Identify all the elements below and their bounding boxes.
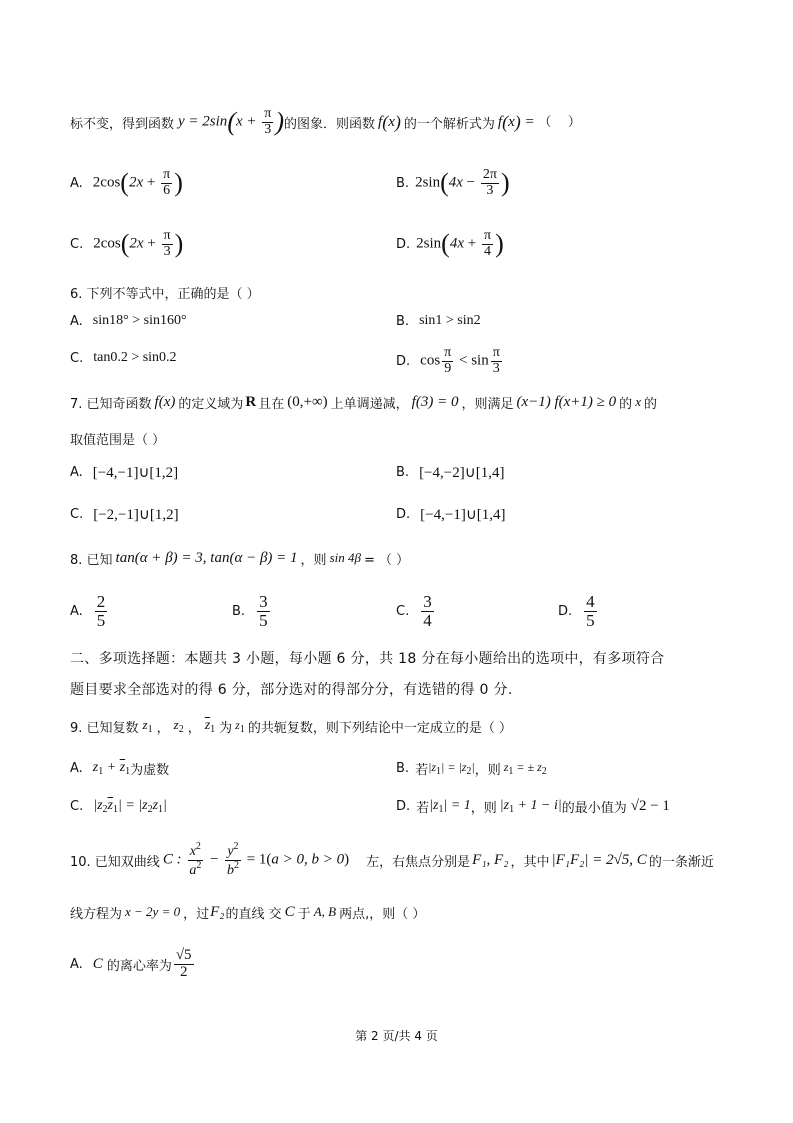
q9-option-b-cond: $|z_1| = |z_2|$ xyxy=(428,759,475,777)
q7-fx: f(x) xyxy=(154,393,176,410)
q10-c-ref: C xyxy=(284,903,295,920)
q9-option-d-cond: $|z_1| = 1$ xyxy=(429,797,471,815)
q7-real-set: R xyxy=(245,393,257,410)
q7-ineq: (x−1) f(x+1) ≥ 0 xyxy=(516,393,617,410)
q7-option-a-label: A. xyxy=(70,465,83,480)
q10-option-a-text: 的离心率为 xyxy=(106,958,172,974)
q8-option-c-label: C. xyxy=(396,603,410,619)
q5-option-a: 2cos(2x + $\frac{\pi}{6}$ ) xyxy=(92,166,183,198)
q7-stem-b: 的定义域为 xyxy=(178,396,244,412)
q8-stem-c: = （ ） xyxy=(363,552,410,568)
q7-option-c-label: C. xyxy=(70,507,84,522)
q5-option-d: 2sin(4x + $\frac{\pi}{4}$ ) xyxy=(416,227,504,259)
q6-stem: 6. 下列不等式中，正确的是（ ） xyxy=(70,287,260,302)
q6-option-c-label: C. xyxy=(70,350,84,366)
q5-text-b: 的图象．则函数 xyxy=(284,116,376,132)
q10-ab: A, B xyxy=(313,904,337,919)
q5-option-d-label: D. xyxy=(396,236,411,252)
q8-option-d: $\frac{4}{5}$ xyxy=(586,591,595,630)
q7-line2: 取值范围是（ ） xyxy=(70,433,166,448)
q9-option-d-tail: 的最小值为 xyxy=(561,800,627,816)
q9-option-c-label: C. xyxy=(70,798,84,814)
q8-expr: tan(α + β) = 3, tan(α − β) = 1 xyxy=(115,549,298,566)
q10-option-a-label: A. xyxy=(70,956,83,972)
q10-line2-a: 线方程为 xyxy=(70,906,123,922)
q9-stem-b: 为 xyxy=(219,720,233,736)
q9-stem-c: 的共轭复数，则下列结论中一定成立的是（ ） xyxy=(247,720,512,736)
section2-line1: 二、多项选择题：本题共 3 小题，每小题 6 分，共 18 分在每小题给出的选项中，有多项符合 xyxy=(70,651,665,667)
q6-option-c: tan0.2 > sin0.2 xyxy=(93,350,177,365)
q7-option-b-label: B. xyxy=(396,465,410,480)
q10-line2-b: ，过 xyxy=(183,906,210,922)
q10-option-a-value: $\frac{√5}{2}$ xyxy=(175,946,192,980)
q10-stem-d: 的一条渐近 xyxy=(648,854,714,870)
q10-line2-c: 的直线 交 xyxy=(225,906,282,922)
q9-option-d-value: √2 − 1 xyxy=(630,797,670,814)
q7-stem-d: 上单调递减， xyxy=(330,396,409,412)
q9-option-d-expr: $|z_1 + 1 - i|$ xyxy=(499,797,562,815)
q9-z1: $z_1$ xyxy=(142,717,153,735)
q10-line2-d: 于 xyxy=(297,906,311,922)
q10-focal-distance: |F₁F₂| = 2√5, C xyxy=(551,851,647,868)
q9-option-b-label: B. xyxy=(396,760,410,776)
q5-expr: y = 2sin(x + $\frac{\pi}{3}$ ) xyxy=(178,105,285,137)
q10-stem-b: 左，右焦点分别是 xyxy=(366,854,471,870)
q10-f2: F₂ xyxy=(210,903,225,920)
q10-asymptote: x − 2y = 0 xyxy=(125,904,181,919)
q8-option-b-label: B. xyxy=(232,603,246,619)
q8-option-a-label: A. xyxy=(70,603,83,619)
q5-text-a: 标不变，得到函数 xyxy=(70,116,175,132)
q5-text-c: 的一个解析式为 xyxy=(403,116,495,132)
q8-option-a: $\frac{2}{5}$ xyxy=(96,591,106,630)
q10-stem-a: 10. 已知双曲线 xyxy=(70,854,160,870)
q9-option-c-expr: $|z_2\overline{z}_1| = |z_2z_1|$ xyxy=(93,797,167,815)
q5-option-b: 2sin(4x − $\frac{2\pi}{3}$ ) xyxy=(415,166,510,198)
q9-z2: $z_2$ xyxy=(173,717,184,735)
q9-option-a-expr: $z_1 + \overline{z}_1$ xyxy=(92,759,131,777)
q7-f3: f(3) = 0 xyxy=(411,393,459,410)
q6-option-d-label: D. xyxy=(396,353,411,369)
q6-option-b-label: B. xyxy=(396,313,410,329)
q7-x: x xyxy=(635,394,641,409)
q10-line2-e: 两点,，则（ ） xyxy=(339,906,426,922)
q7-interval: (0,+∞) xyxy=(287,393,328,410)
q9-option-d-label: D. xyxy=(396,798,411,814)
q10-stem-c: ，其中 xyxy=(510,854,550,870)
q9-z1-conjugate: $\overline{z}_1$ xyxy=(204,717,216,735)
section2-line2: 题目要求全部选对的得 6 分，部分选对的得部分分，有选错的得 0 分. xyxy=(70,682,513,698)
q8-stem-b: ，则 xyxy=(300,552,327,568)
q8-stem-a: 8. 已知 xyxy=(70,552,113,568)
q6-option-b: sin1 > sin2 xyxy=(419,313,481,328)
q10-option-a-c: C xyxy=(92,955,103,972)
q7-stem-c: 且在 xyxy=(258,396,285,412)
q9-option-d-mid: ，则 xyxy=(470,800,497,816)
q7-option-b: [−4,−2]∪[1,4] xyxy=(419,465,505,481)
q8-option-c: $\frac{3}{4}$ xyxy=(423,591,432,630)
q9-stem-a: 9. 已知复数 xyxy=(70,720,139,736)
q9-option-b-pre: 若 xyxy=(415,762,429,778)
q9-option-a-tail: 为虚数 xyxy=(130,762,170,778)
q9-option-a-label: A. xyxy=(70,760,83,776)
q5-option-c: 2cos(2x + $\frac{\pi}{3}$ ) xyxy=(93,227,184,259)
q8-option-d-label: D. xyxy=(558,603,573,619)
q10-hyperbola: C : $\frac{x^2}{a^2}$ − $\frac{y^2}{b^2}$ = 1(a > 0, b > 0) xyxy=(162,840,350,878)
q6-option-a-label: A. xyxy=(70,313,83,329)
q8-option-b: $\frac{3}{5}$ xyxy=(259,591,268,630)
q7-option-a: [−4,−1]∪[1,2] xyxy=(92,465,179,481)
q9-option-d-pre: 若 xyxy=(416,800,430,816)
q10-foci: F₁, F₂ xyxy=(472,851,509,868)
q5-fx-eq: f(x) = （ ） xyxy=(497,112,581,133)
q5-option-c-label: C. xyxy=(70,236,84,252)
q5-option-b-label: B. xyxy=(396,175,410,191)
q9-option-b-mid: ，则 xyxy=(474,762,501,778)
page-footer: 第 2 页/共 4 页 xyxy=(355,1029,438,1043)
q9-option-b-result: $z_1$ = ± $z_2$ xyxy=(503,759,547,777)
q7-stem-g: 的 xyxy=(643,396,657,412)
q9-z1-ref: $z_1$ xyxy=(235,717,245,735)
q7-option-d-label: D. xyxy=(396,507,411,522)
q7-option-c: [−2,−1]∪[1,2] xyxy=(93,507,179,523)
q7-stem-a: 7. 已知奇函数 xyxy=(70,396,152,412)
q7-option-d: [−4,−1]∪[1,4] xyxy=(420,507,506,523)
q7-stem-e: ，则满足 xyxy=(461,396,514,412)
q6-option-d: cos $\frac{\pi}{9}$ < sin $\frac{\pi}{3}$ xyxy=(420,344,500,376)
q5-option-a-label: A. xyxy=(70,175,83,191)
q8-sin4b: sin 4β xyxy=(329,550,361,565)
q5-fx: f(x) xyxy=(378,111,401,132)
q7-stem-f: 的 xyxy=(619,396,633,412)
q6-option-a: sin18° > sin160° xyxy=(92,313,187,328)
